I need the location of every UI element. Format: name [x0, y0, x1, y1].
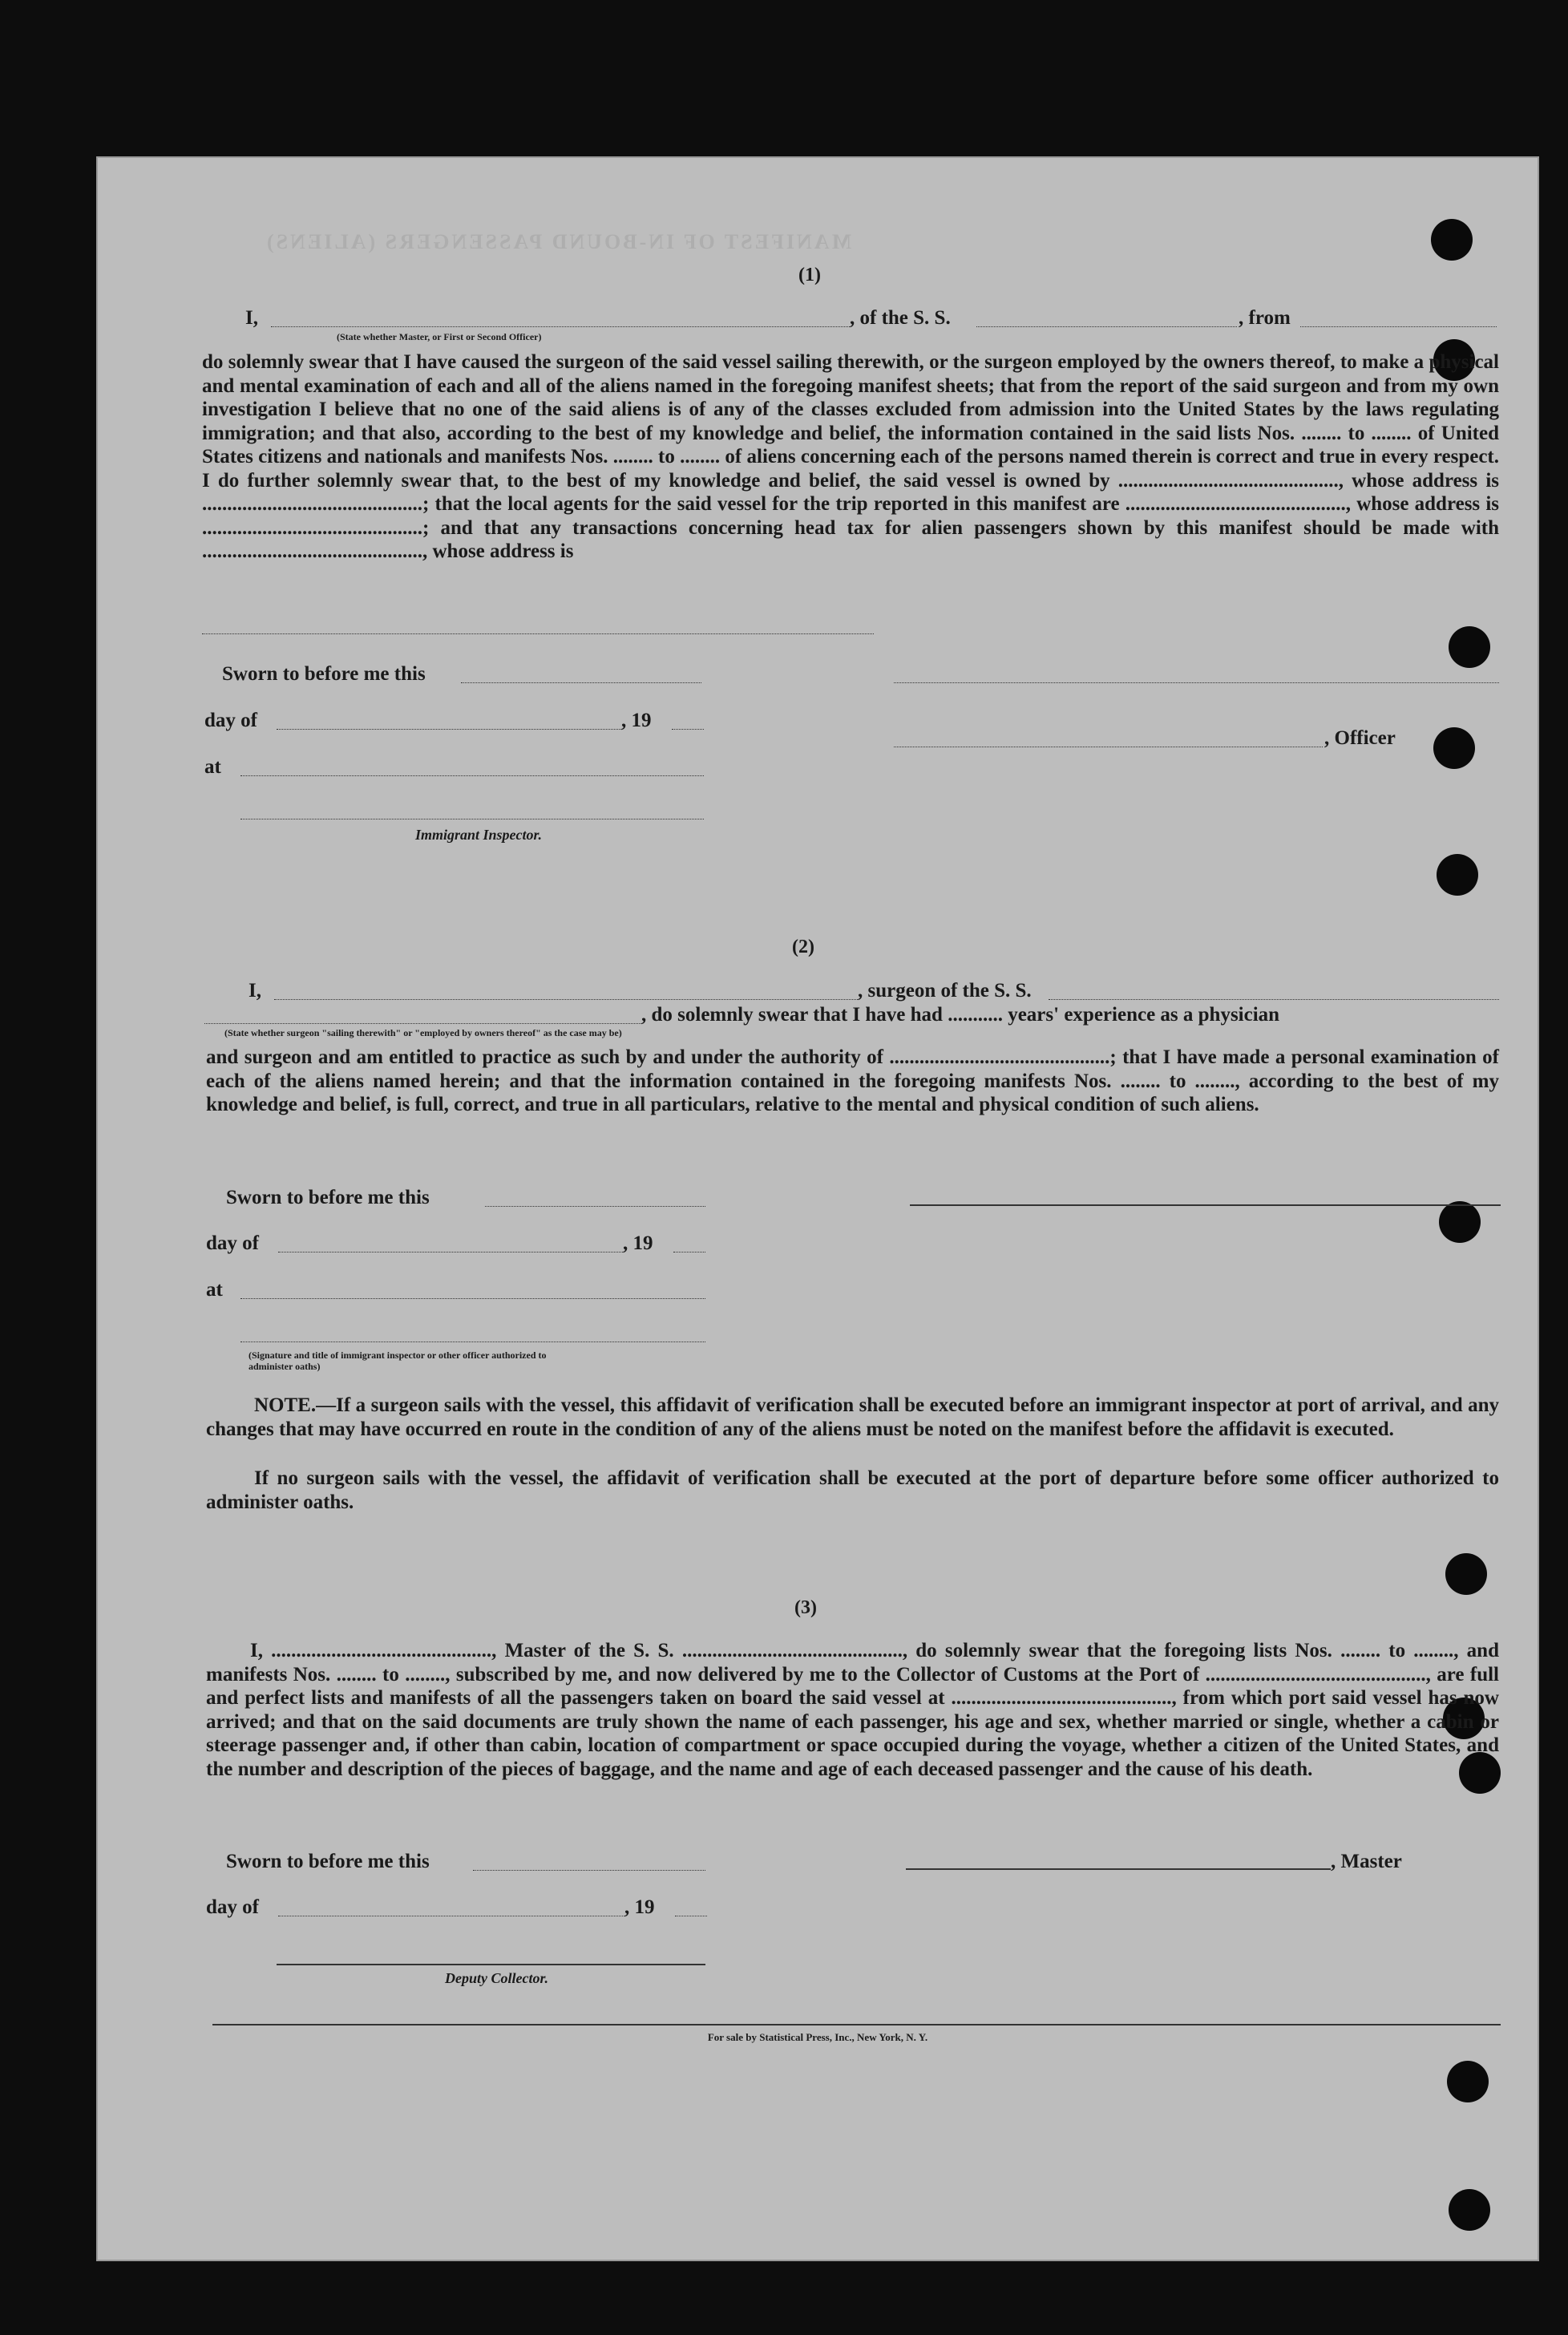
footer-divider [212, 2024, 1501, 2025]
blank-from [1300, 326, 1497, 327]
section-1-year: , 19 [621, 710, 652, 731]
section-1-body: do solemnly swear that I have caused the surgeon of the said vessel sailing therewith, or the surgeon employed by the owners thereof, to make a physical and mental examination of each and all of the aliens named in the foregoing manifest sheets; that from the report of the said surgeon and from my own investigation I believe that no one of the said aliens is of any of the classes excluded from admission into the United States by the laws regulating immigration; and that also, according to the best of my knowledge and belief, the information contained in the said lists Nos. ........ to ........ of United States citizens and nationals and manifests Nos. ........ to ........ of aliens concerning each of the persons named therein is correct and true in every respect. I do further solemnly swear that, to the best of my knowledge and belief, the said vessel is owned by ............................................, whose address is ............................................; that the local agents for the said vessel for the trip reported in this manifest are ............................................, whose address is ............................................; and that any transactions concerning head tax for alien passengers shown by this manifest should be made with ............................................, whose address is [202, 351, 1499, 562]
section-2-i: I, [249, 980, 261, 1002]
blank-sworn-date [461, 682, 701, 683]
section-1-officer-note: (State whether Master, or First or Second Officer) [337, 331, 542, 342]
section-1-officer: , Officer [1324, 727, 1396, 749]
punch-hole [1447, 2061, 1489, 2102]
blank-vessel [976, 326, 1237, 327]
section-1-number: (1) [798, 265, 821, 285]
section-3-number: (3) [794, 1597, 817, 1618]
section-2-signature-note: (Signature and title of immigrant inspector or other officer authorized to administer oaths) [249, 1350, 547, 1372]
blank-year [672, 729, 704, 730]
blank-officer [271, 326, 850, 327]
faint-header-title: MANIFEST OF IN-BOUND PASSENGERS (ALIENS) [265, 230, 852, 253]
section-3-deputy: Deputy Collector. [445, 1970, 548, 1986]
blank-deputy-signature [277, 1964, 705, 1965]
punch-hole [1445, 1553, 1487, 1595]
section-2-body: and surgeon and am entitled to practice as such by and under the authority of ............................................; that I have made a personal examination of each of the aliens named herein; and that the information contained in the foregoing manifests Nos. ........ to ........, according to the best of my knowledge and belief, is full, correct, and true in all particulars, relative to the mental and physical condition of such aliens. [206, 1046, 1499, 1115]
blank-sworn-date-2 [485, 1206, 705, 1207]
section-2-note: NOTE.—If a surgeon sails with the vessel, this affidavit of verification shall be executed before an immigrant inspector at port of arrival, and any changes that may have occurred en route in the condition of any of the aliens must be noted on the manifest before the affidavit is executed. [206, 1394, 1499, 1440]
section-2-note-2: If no surgeon sails with the vessel, the affidavit of verification shall be executed at the port of departure before some officer authorized to administer oaths. [206, 1467, 1499, 1513]
section-3-year: , 19 [624, 1896, 655, 1918]
section-3-sworn: Sworn to before me this [226, 1851, 430, 1872]
section-2-at: at [206, 1279, 223, 1301]
section-3-day-of: day of [206, 1896, 259, 1918]
section-1-day-of: day of [204, 710, 257, 731]
blank-day [277, 729, 621, 730]
manifest-page [96, 156, 1539, 2261]
section-2-sworn: Sworn to before me this [226, 1187, 430, 1208]
blank-address [202, 633, 874, 634]
printer-credit: For sale by Statistical Press, Inc., New York, N. Y. [707, 2031, 928, 2043]
blank-officer-signature [894, 682, 1499, 683]
section-2-line2: , do solemnly swear that I have had ........... years' experience as a physician [641, 1004, 1280, 1026]
section-3-master: , Master [1331, 1851, 1402, 1872]
section-1-inspector: Immigrant Inspector. [415, 827, 543, 843]
blank-at-2 [240, 1298, 705, 1299]
punch-hole [1449, 626, 1490, 668]
section-2-day-of: day of [206, 1232, 259, 1254]
blank-surgeon [274, 999, 858, 1000]
section-2-number: (2) [792, 937, 814, 957]
section-1-from: , from [1239, 307, 1291, 329]
section-1-at: at [204, 756, 221, 778]
section-2-year: , 19 [623, 1232, 653, 1254]
section-1-i: I, [245, 307, 258, 329]
blank-at [240, 775, 704, 776]
blank-surgeon-vessel [1049, 999, 1499, 1000]
punch-hole [1449, 2189, 1490, 2231]
punch-hole [1439, 1201, 1481, 1243]
section-1-sworn: Sworn to before me this [222, 663, 426, 685]
blank-surgeon-signature [910, 1204, 1501, 1206]
punch-hole [1433, 727, 1475, 769]
blank-surgeon-type [204, 1023, 641, 1024]
blank-sworn-date-3 [473, 1870, 705, 1871]
punch-hole [1437, 854, 1478, 896]
blank-master-signature [906, 1868, 1331, 1870]
section-2-surgeon-note: (State whether surgeon "sailing therewith" or "employed by owners thereof" as the case may be) [224, 1027, 622, 1038]
section-1-of-ss: , of the S. S. [850, 307, 951, 329]
section-3-body: I, ............................................, Master of the S. S. ............................................, do solemnly swear that the foregoing lists Nos. ........ to ........, and manifests Nos. ........ to ........, subscribed by me, and now delivered by me to the Collector of Customs at the Port of ............................................, are full and perfect lists and manifests of all the passengers taken on board the said vessel at ............................................, from which port said vessel has now arrived; and that on the said documents are truly shown the name of each passenger, his age and sex, whether married or single, whether a cabin or steerage passenger and, if other than cabin, location of compartment or space occupied during the voyage, whether a citizen of the United States, and the number and description of the pieces of baggage, and the name and age of each deceased passenger and the cause of his death. [206, 1640, 1499, 1780]
punch-hole [1431, 219, 1473, 261]
section-2-surgeon-of: , surgeon of the S. S. [858, 980, 1032, 1002]
